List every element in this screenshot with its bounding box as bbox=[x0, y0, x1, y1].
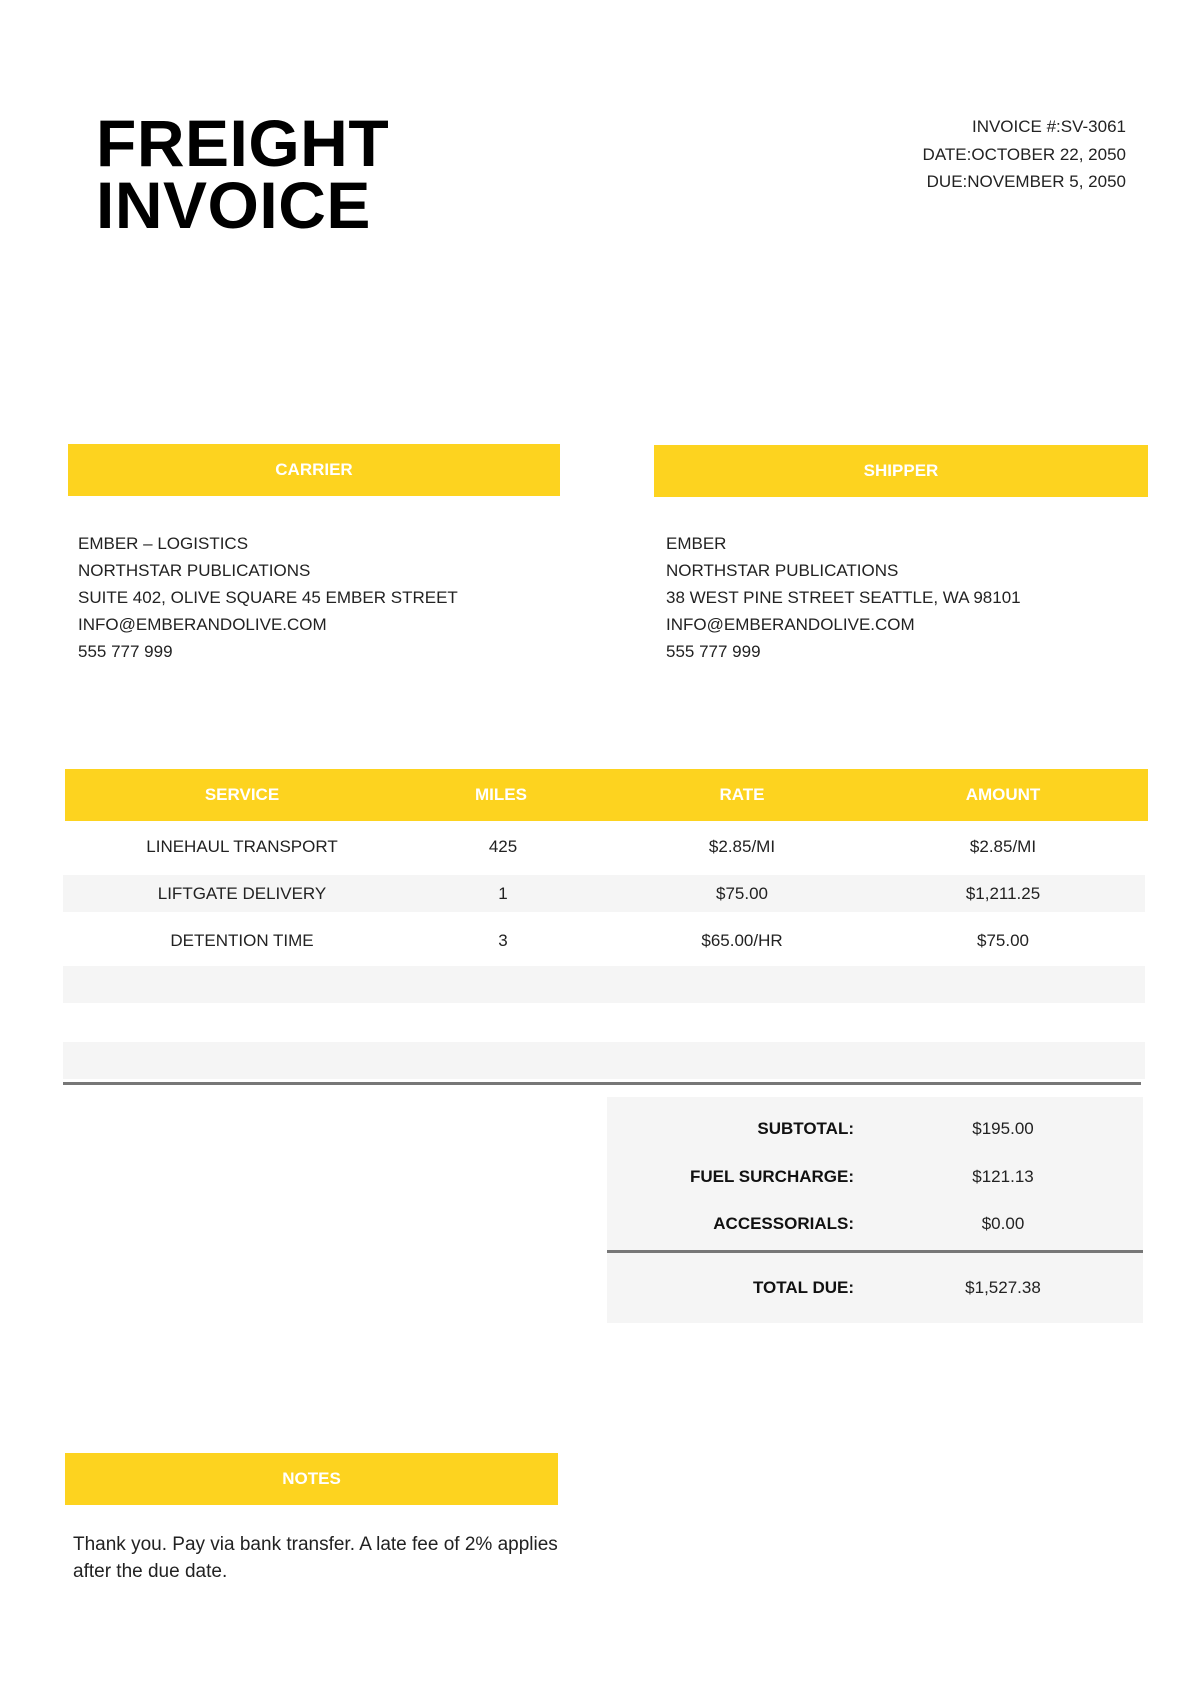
header-rate: RATE bbox=[719, 785, 765, 804]
totals-box bbox=[607, 1097, 1143, 1323]
shipper-name: EMBER bbox=[666, 534, 727, 553]
miles-cell: 1 bbox=[498, 883, 508, 903]
shipper-phone: 555 777 999 bbox=[666, 642, 761, 661]
shipper-address bbox=[666, 530, 1021, 665]
shipper-email: INFO@EMBERANDOLIVE.COM bbox=[666, 615, 915, 634]
service-cell: LIFTGATE DELIVERY bbox=[157, 883, 327, 903]
invoice-meta bbox=[923, 113, 1126, 196]
rate-cell: $75.00 bbox=[716, 883, 768, 903]
carrier-email: INFO@EMBERANDOLIVE.COM bbox=[78, 615, 327, 634]
invoice-title bbox=[96, 106, 390, 242]
title-line-1: FREIGHT bbox=[96, 106, 390, 180]
table-row-empty bbox=[63, 966, 1145, 1003]
header-miles: MILES bbox=[475, 785, 527, 804]
table-row bbox=[63, 875, 1145, 912]
miles-cell: 425 bbox=[488, 836, 518, 856]
table-divider bbox=[63, 1082, 1141, 1085]
subtotal-value: $195.00 bbox=[972, 1119, 1034, 1138]
carrier-address bbox=[78, 530, 458, 665]
total-due-label: TOTAL DUE: bbox=[752, 1278, 854, 1297]
header-service: SERVICE bbox=[204, 785, 280, 804]
notes-heading: NOTES bbox=[65, 1453, 558, 1505]
carrier-phone: 555 777 999 bbox=[78, 642, 173, 661]
fuel-surcharge-value: $121.13 bbox=[972, 1167, 1034, 1186]
carrier-company: NORTHSTAR PUBLICATIONS bbox=[78, 561, 311, 580]
title-line-2: INVOICE bbox=[96, 168, 371, 242]
shipper-company: NORTHSTAR PUBLICATIONS bbox=[666, 561, 899, 580]
service-cell: LINEHAUL TRANSPORT bbox=[146, 836, 338, 856]
rate-cell: $65.00/HR bbox=[701, 930, 783, 950]
carrier-name: EMBER – LOGISTICS bbox=[78, 534, 249, 553]
invoice-date: DATE:OCTOBER 22, 2050 bbox=[922, 144, 1126, 164]
invoice-due-date: DUE:NOVEMBER 5, 2050 bbox=[926, 172, 1126, 191]
amount-cell: $75.00 bbox=[977, 930, 1029, 950]
accessorials-value: $0.00 bbox=[981, 1214, 1025, 1233]
header-amount: AMOUNT bbox=[965, 785, 1041, 804]
accessorials-label: ACCESSORIALS: bbox=[713, 1214, 854, 1233]
total-due-value: $1,527.38 bbox=[965, 1278, 1041, 1297]
rate-cell: $2.85/MI bbox=[708, 836, 776, 856]
subtotal-label: SUBTOTAL: bbox=[757, 1119, 854, 1138]
amount-cell: $2.85/MI bbox=[969, 836, 1037, 856]
table-row bbox=[63, 828, 1145, 865]
table-row bbox=[63, 922, 1145, 959]
shipper-heading: SHIPPER bbox=[654, 445, 1148, 497]
invoice-number: INVOICE #:SV-3061 bbox=[971, 117, 1126, 136]
table-header bbox=[65, 769, 1148, 821]
service-cell: DETENTION TIME bbox=[170, 930, 314, 950]
amount-cell: $1,211.25 bbox=[965, 883, 1041, 903]
fuel-surcharge-label: FUEL SURCHARGE: bbox=[689, 1167, 854, 1186]
miles-cell: 3 bbox=[498, 930, 508, 950]
totals-divider bbox=[607, 1250, 1143, 1253]
carrier-street: SUITE 402, OLIVE SQUARE 45 EMBER STREET bbox=[78, 588, 458, 607]
notes-text: Thank you. Pay via bank transfer. A late fee of 2% applies after the due date. bbox=[73, 1534, 558, 1582]
carrier-heading: CARRIER bbox=[68, 444, 560, 496]
shipper-street: 38 WEST PINE STREET SEATTLE, WA 98101 bbox=[666, 588, 1021, 607]
table-row-empty bbox=[63, 1042, 1145, 1079]
